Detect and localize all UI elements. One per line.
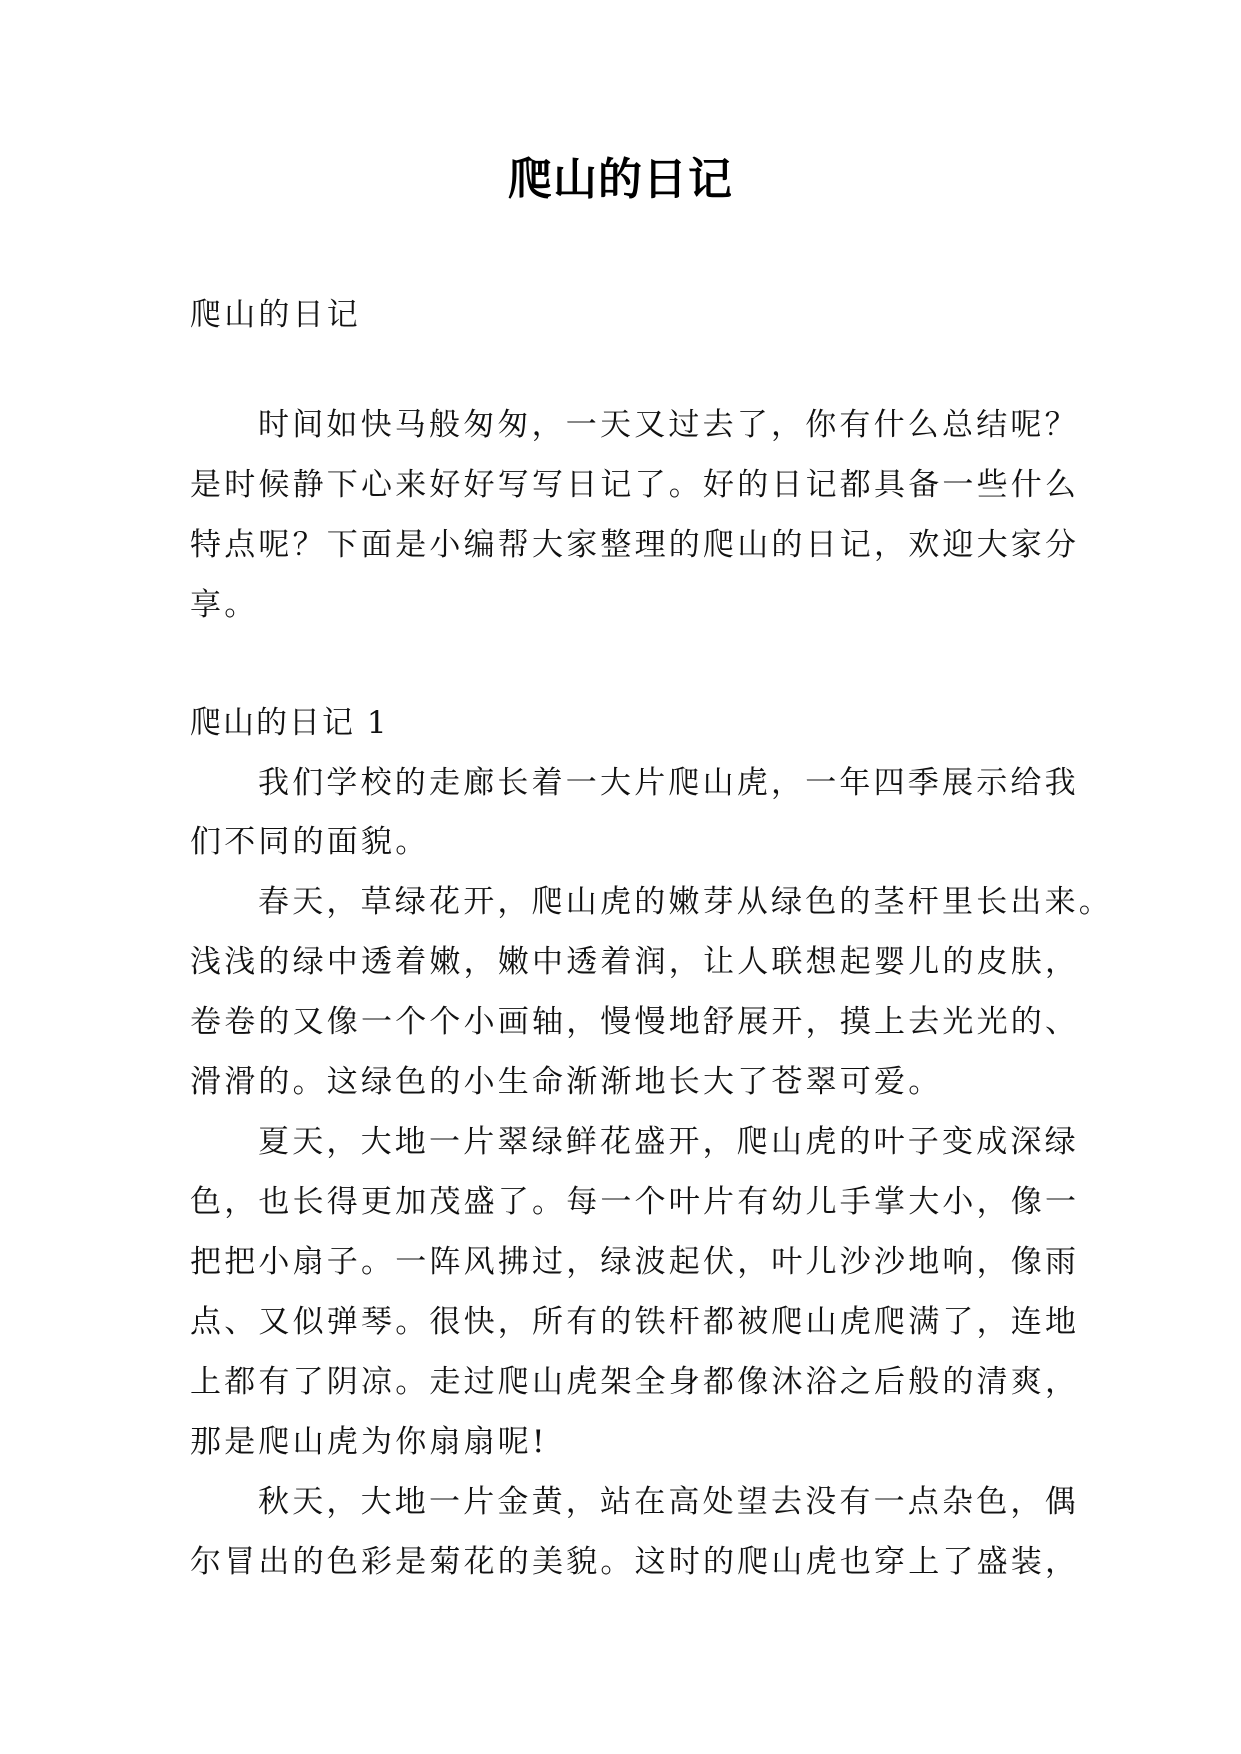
section-heading: 爬山的日记 1 <box>190 705 389 741</box>
document-title: 爬山的日记 <box>508 154 733 205</box>
body-line: 上都有了阴凉。走过爬山虎架全身都像沐浴之后般的清爽， <box>190 1364 1080 1400</box>
body-line: 尔冒出的色彩是菊花的美貌。这时的爬山虎也穿上了盛装， <box>190 1544 1080 1580</box>
body-line: 把把小扇子。一阵风拂过，绿波起伏，叶儿沙沙地响，像雨 <box>190 1244 1080 1280</box>
body-line: 那是爬山虎为你扇扇呢! <box>190 1424 548 1460</box>
intro-line: 时间如快马般匆匆，一天又过去了，你有什么总结呢？ <box>258 407 1079 443</box>
document-subtitle: 爬山的日记 <box>190 297 361 333</box>
intro-line: 特点呢？下面是小编帮大家整理的爬山的日记，欢迎大家分 <box>190 527 1080 563</box>
body-line: 色，也长得更加茂盛了。每一个叶片有幼儿手掌大小，像一 <box>190 1184 1080 1220</box>
body-line: 夏天，大地一片翠绿鲜花盛开，爬山虎的叶子变成深绿 <box>258 1124 1079 1160</box>
body-line: 秋天，大地一片金黄，站在高处望去没有一点杂色，偶 <box>258 1484 1079 1520</box>
body-line: 我们学校的走廊长着一大片爬山虎，一年四季展示给我 <box>258 765 1079 801</box>
body-line: 点、又似弹琴。很快，所有的铁杆都被爬山虎爬满了，连地 <box>190 1304 1080 1340</box>
intro-line: 享。 <box>190 587 259 623</box>
body-line: 们不同的面貌。 <box>190 824 430 860</box>
body-line: 春天，草绿花开，爬山虎的嫩芽从绿色的茎杆里长出来。 <box>258 884 1113 920</box>
body-line: 浅浅的绿中透着嫩，嫩中透着润，让人联想起婴儿的皮肤， <box>190 944 1080 980</box>
intro-line: 是时候静下心来好好写写日记了。好的日记都具备一些什么 <box>190 467 1080 503</box>
body-line: 卷卷的又像一个个小画轴，慢慢地舒展开，摸上去光光的、 <box>190 1004 1080 1040</box>
body-line: 滑滑的。这绿色的小生命渐渐地长大了苍翠可爱。 <box>190 1064 943 1100</box>
